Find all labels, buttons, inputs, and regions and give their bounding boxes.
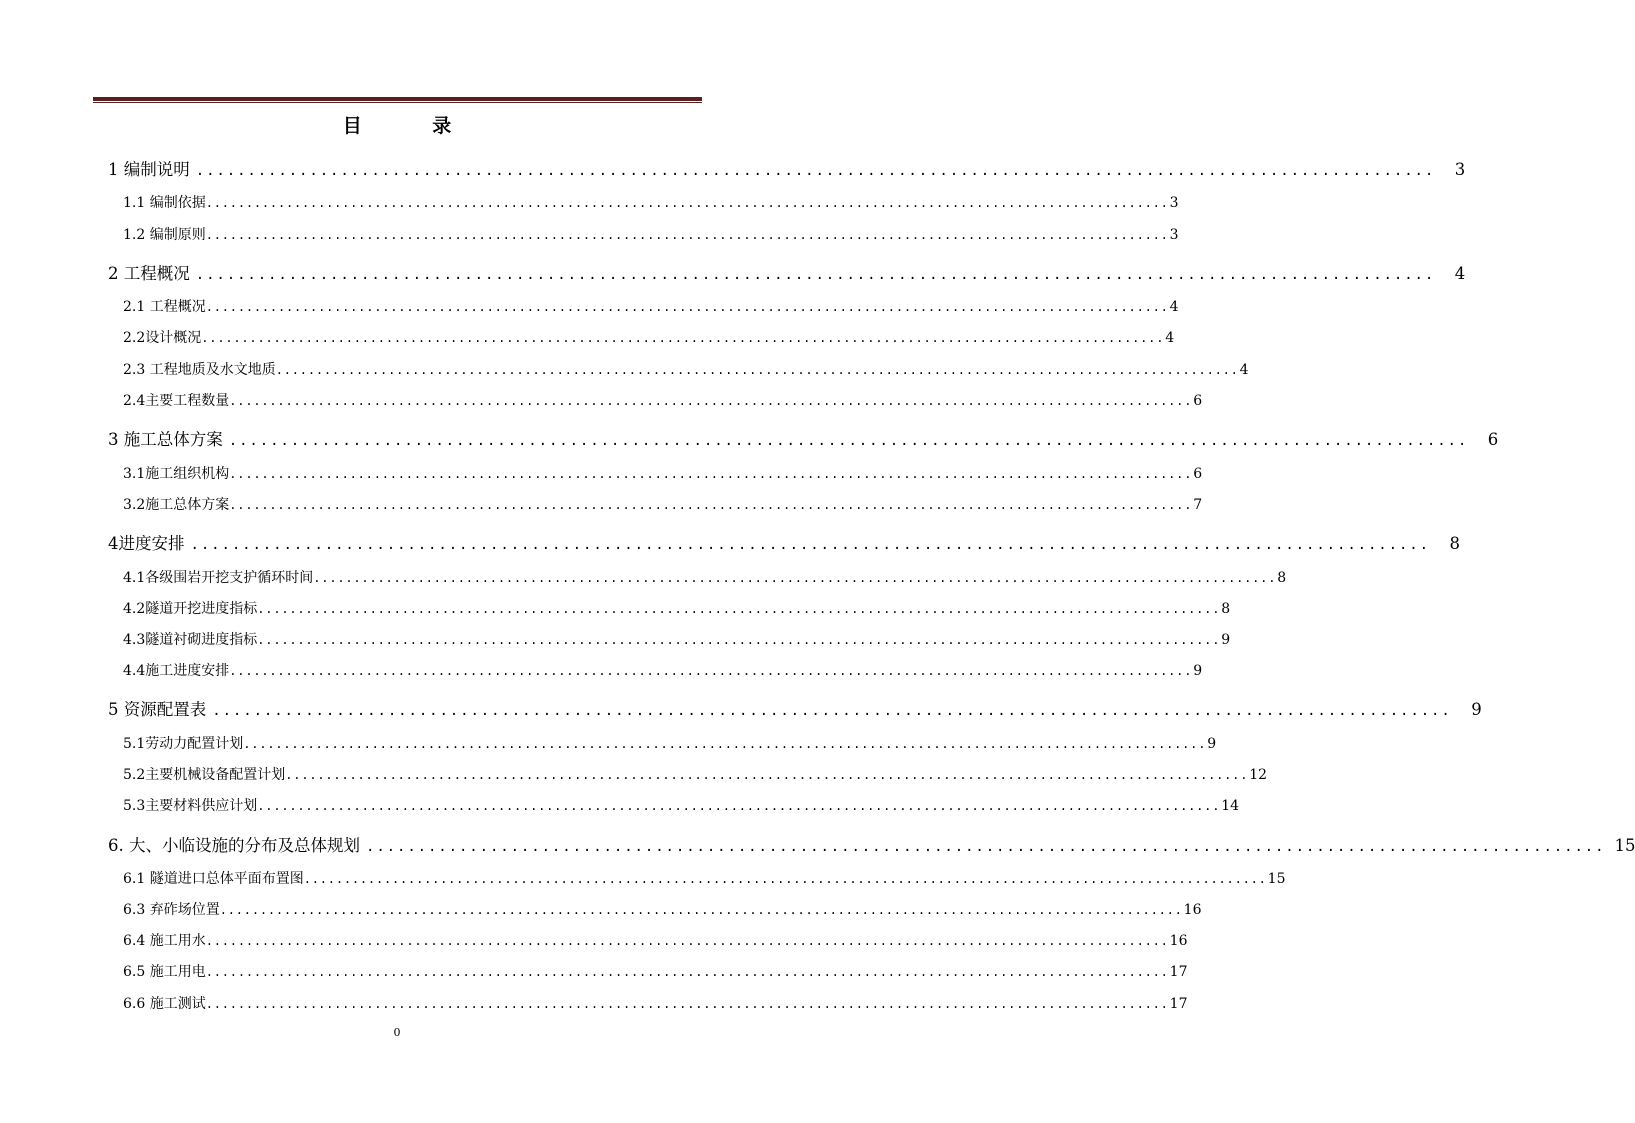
toc-entry-label: 4.4施工进度安排 bbox=[123, 663, 230, 679]
toc-entry-label: 6.6 施工测试 bbox=[123, 996, 206, 1012]
toc-entry-page: 9 bbox=[1193, 663, 1203, 679]
toc-entry-label: 5.2主要机械设备配置计划 bbox=[123, 767, 286, 783]
toc-entry-5-2[interactable] bbox=[123, 764, 1268, 784]
toc-entry-1-2[interactable] bbox=[123, 224, 1179, 244]
toc-entry-6[interactable] bbox=[108, 832, 1635, 856]
leader-dots: ........................................................................................................................ bbox=[366, 839, 1606, 855]
leader-dots: ........................................................................................................................ bbox=[257, 633, 1221, 647]
toc-entry-page: 4 bbox=[1239, 362, 1249, 378]
leader-dots: ........................................................................................................................ bbox=[275, 363, 1239, 377]
toc-entry-2-1[interactable] bbox=[123, 296, 1179, 316]
toc-entry-1-1[interactable] bbox=[123, 192, 1179, 212]
leader-dots: ........................................................................................................................ bbox=[205, 300, 1169, 314]
toc-entry-2-4[interactable] bbox=[123, 390, 1203, 410]
toc-entry-page: 16 bbox=[1183, 902, 1202, 918]
toc-entry-page: 4 bbox=[1169, 299, 1179, 315]
toc-entry-page: 16 bbox=[1169, 933, 1188, 949]
leader-dots: ........................................................................................................................ bbox=[229, 467, 1193, 481]
toc-entry-label: 3 施工总体方案 bbox=[108, 430, 223, 449]
leader-dots: ........................................................................................................................ bbox=[313, 571, 1277, 585]
toc-entry-label: 5.3主要材料供应计划 bbox=[123, 798, 258, 814]
toc-entry-page: 15 bbox=[1614, 836, 1635, 855]
toc-entry-4-3[interactable] bbox=[123, 629, 1231, 649]
toc-entry-page: 17 bbox=[1169, 964, 1188, 980]
toc-entry-label: 1.1 编制依据 bbox=[123, 195, 206, 211]
toc-entry-label: 6.5 施工用电 bbox=[123, 964, 206, 980]
toc-entry-page: 8 bbox=[1449, 534, 1460, 553]
toc-entry-page: 15 bbox=[1267, 871, 1286, 887]
leader-dots: ........................................................................................................................ bbox=[205, 997, 1169, 1011]
toc-entry-page: 3 bbox=[1169, 227, 1179, 243]
leader-dots: ........................................................................................................................ bbox=[229, 394, 1193, 408]
leader-dots: ........................................................................................................................ bbox=[257, 799, 1221, 813]
toc-entry-2-3[interactable] bbox=[123, 359, 1249, 379]
toc-entry-label: 5.1劳动力配置计划 bbox=[123, 736, 244, 752]
toc-entry-label: 1 编制说明 bbox=[108, 160, 190, 179]
toc-entry-6-3[interactable] bbox=[123, 899, 1202, 919]
toc-entry-page: 9 bbox=[1221, 632, 1231, 648]
toc-entry-page: 14 bbox=[1221, 798, 1240, 814]
toc-entry-page: 12 bbox=[1249, 767, 1268, 783]
toc-entry-6-4[interactable] bbox=[123, 930, 1188, 950]
leader-dots: ........................................................................................................................ bbox=[229, 498, 1193, 512]
leader-dots: ........................................................................................................................ bbox=[243, 737, 1207, 751]
toc-entry-label: 3.2施工总体方案 bbox=[123, 497, 230, 513]
leader-dots: ........................................................................................................................ bbox=[201, 331, 1165, 345]
toc-entry-page: 3 bbox=[1169, 195, 1179, 211]
toc-entry-label: 5 资源配置表 bbox=[108, 700, 207, 719]
toc-entry-label: 4进度安排 bbox=[108, 534, 185, 553]
leader-dots: ........................................................................................................................ bbox=[257, 602, 1221, 616]
toc-entry-3-2[interactable] bbox=[123, 494, 1203, 514]
toc-entry-page: 4 bbox=[1454, 264, 1466, 283]
toc-entry-3-1[interactable] bbox=[123, 463, 1203, 483]
toc-entry-4-1[interactable] bbox=[123, 567, 1287, 587]
leader-dots: ........................................................................................................................ bbox=[205, 934, 1169, 948]
toc-entry-6-5[interactable] bbox=[123, 961, 1188, 981]
toc-entry-label: 4.3隧道衬砌进度指标 bbox=[123, 632, 258, 648]
toc-entry-page: 6 bbox=[1487, 430, 1499, 449]
toc-entry-label: 3.1施工组织机构 bbox=[123, 466, 230, 482]
leader-dots: ........................................................................................................................ bbox=[190, 537, 1430, 553]
leader-dots: ........................................................................................................................ bbox=[195, 163, 1436, 179]
toc-entry-5[interactable] bbox=[108, 696, 1482, 720]
header-rule-thick bbox=[93, 97, 702, 101]
toc-entry-3[interactable] bbox=[108, 426, 1499, 450]
toc-entry-page: 7 bbox=[1193, 497, 1203, 513]
toc-entry-label: 2.3 工程地质及水文地质 bbox=[123, 362, 276, 378]
toc-entry-label: 4.1各级围岩开挖支护循环时间 bbox=[123, 570, 314, 586]
header-rule-thin bbox=[93, 102, 702, 103]
toc-entry-5-1[interactable] bbox=[123, 733, 1217, 753]
toc-entry-page: 9 bbox=[1471, 700, 1482, 719]
toc-entry-label: 1.2 编制原则 bbox=[123, 227, 206, 243]
toc-entry-4-4[interactable] bbox=[123, 660, 1203, 680]
toc-entry-page: 3 bbox=[1454, 160, 1466, 179]
toc-entry-label: 2.2设计概况 bbox=[123, 330, 202, 346]
toc-entry-page: 17 bbox=[1169, 996, 1188, 1012]
toc-entry-6-6[interactable] bbox=[123, 993, 1188, 1013]
toc-entry-2[interactable] bbox=[108, 260, 1466, 284]
leader-dots: ........................................................................................................................ bbox=[303, 872, 1267, 886]
toc-title: 目 录 bbox=[342, 115, 484, 137]
leader-dots: ........................................................................................................................ bbox=[285, 768, 1249, 782]
toc-entry-4[interactable] bbox=[108, 530, 1460, 554]
toc-entry-1[interactable] bbox=[108, 156, 1466, 180]
toc-entry-label: 2 工程概况 bbox=[108, 264, 190, 283]
toc-entry-2-2[interactable] bbox=[123, 327, 1175, 347]
leader-dots: ........................................................................................................................ bbox=[229, 664, 1193, 678]
toc-entry-label: 2.4主要工程数量 bbox=[123, 393, 230, 409]
leader-dots: ........................................................................................................................ bbox=[205, 196, 1169, 210]
leader-dots: ........................................................................................................................ bbox=[205, 228, 1169, 242]
leader-dots: ........................................................................................................................ bbox=[205, 965, 1169, 979]
toc-entry-label: 4.2隧道开挖进度指标 bbox=[123, 601, 258, 617]
page-number: 0 bbox=[393, 1026, 401, 1039]
toc-entry-page: 6 bbox=[1193, 393, 1203, 409]
toc-entry-page: 9 bbox=[1207, 736, 1217, 752]
toc-entry-label: 6.3 弃砟场位置 bbox=[123, 902, 220, 918]
toc-entry-label: 6.4 施工用水 bbox=[123, 933, 206, 949]
leader-dots: ........................................................................................................................ bbox=[195, 267, 1436, 283]
toc-entry-label: 6. 大、小临设施的分布及总体规划 bbox=[108, 836, 360, 855]
toc-entry-4-2[interactable] bbox=[123, 598, 1231, 618]
toc-entry-6-1[interactable] bbox=[123, 868, 1286, 888]
toc-entry-page: 4 bbox=[1165, 330, 1175, 346]
toc-entry-5-3[interactable] bbox=[123, 795, 1240, 815]
leader-dots: ........................................................................................................................ bbox=[228, 433, 1469, 449]
toc-entry-label: 6.1 隧道进口总体平面布置图 bbox=[123, 871, 304, 887]
toc-entry-page: 6 bbox=[1193, 466, 1203, 482]
toc-entry-label: 2.1 工程概况 bbox=[123, 299, 206, 315]
toc-entry-page: 8 bbox=[1277, 570, 1287, 586]
leader-dots: ........................................................................................................................ bbox=[212, 703, 1452, 719]
leader-dots: ........................................................................................................................ bbox=[219, 903, 1183, 917]
toc-entry-page: 8 bbox=[1221, 601, 1231, 617]
